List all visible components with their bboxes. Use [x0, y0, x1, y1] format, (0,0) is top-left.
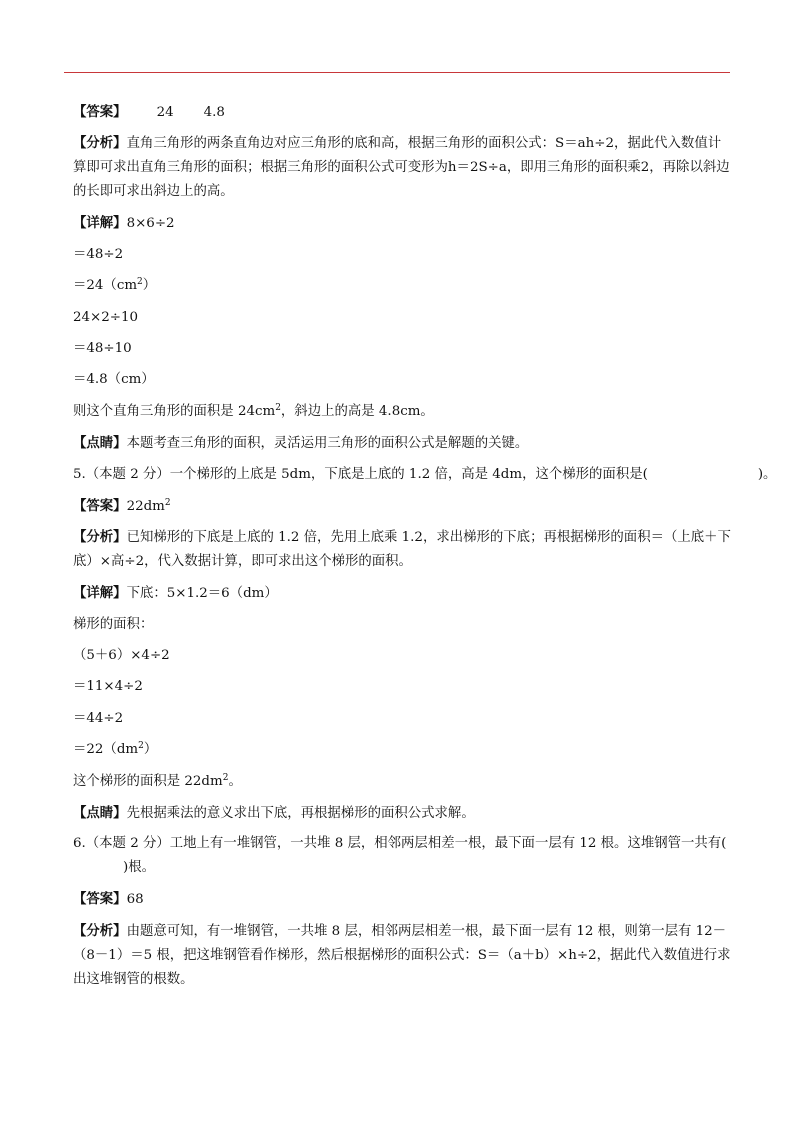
q5-step-2: （5＋6）×4÷2: [73, 648, 170, 664]
q5-answer: 【答案】$22dm^2$: [73, 497, 171, 514]
answer-tag: 【答案】: [73, 104, 127, 120]
analysis-tag: 【分析】: [73, 135, 127, 152]
q4-answer: [73, 100, 733, 131]
q4-conclusion: 则这个直角三角形的面积是 $24cm^2$，斜边上的高是 4.8cm。: [73, 402, 434, 419]
answer-value-1: 24: [156, 105, 174, 120]
q6-answer: 【答案】68: [73, 891, 144, 908]
q4-step-4: ＝48÷10: [73, 340, 132, 356]
q5-step-4: ＝44÷2: [73, 710, 124, 726]
q4-step-2: $=24(cm^2)$: [73, 277, 157, 294]
q5-step-1: 梯形的面积：: [73, 616, 154, 632]
q4-detail: [73, 211, 733, 242]
answer-value-2: 4.8: [203, 105, 225, 120]
q4-step-1: ＝48÷2: [73, 246, 124, 262]
detail-tag: 【详解】: [73, 215, 127, 232]
analysis-text: 直角三角形的两条直角边对应三角形的底和高，根据三角形的面积公式：S＝ah÷2，据此代入数值计算即可求出直角三角形的面积；根据三角形的面积公式可变形为h＝2S÷a，即用三角形的面积乘2，再除以斜边的长即可求出斜边上的高。: [73, 136, 730, 200]
q5-comment: 【点睛】先根据乘法的意义求出下底，再根据梯形的面积公式求解。: [73, 805, 475, 822]
detail-step: 8×6÷2: [126, 216, 175, 232]
q5-detail: 【详解】下底：5×1.2＝6（dm）: [73, 585, 278, 602]
header-rule: [64, 72, 730, 73]
q4-step-3: 24×2÷10: [73, 309, 139, 325]
q4-analysis: [73, 131, 733, 204]
comment-tag: 【点睛】: [73, 435, 127, 452]
q5-conclusion: 这个梯形的面积是 $22dm^2$。: [73, 772, 242, 789]
page-content: [73, 100, 777, 999]
q6-analysis: 【分析】由题意可知，有一堆钢管，一共堆 8 层，相邻两层相差一根，最下面一层有 12 根，则第一层有 12－（8－1）＝5 根，把这堆钢管看作梯形，然后根据梯形的面积公式：S＝（a＋b）×h÷2，据此代入数值进行求出这堆钢管的根数。: [73, 922, 731, 987]
q5-step-3: ＝11×4÷2: [73, 679, 143, 695]
q4-step-5: ＝4.8（cm）: [73, 372, 155, 388]
q6-question: 6.（本题 2 分）工地上有一堆钢管，一共堆 8 层，相邻两层相差一根，最下面一层有 12 根。这堆钢管一共有()根。: [73, 836, 727, 876]
q5-step-5: $=22(dm^2)$: [73, 741, 158, 758]
q5-question: 5.（本题 2 分）一个梯形的上底是 5dm，下底是上底的 1.2 倍，高是 4dm，这个梯形的面积是( )。: [73, 466, 777, 482]
q5-analysis: 【分析】已知梯形的下底是上底的 1.2 倍，先用上底乘 1.2，求出梯形的下底；再根据梯形的面积＝（上底＋下底）×高÷2，代入数据计算，即可求出这个梯形的面积。: [73, 529, 731, 570]
q4-comment: 【点睛】本题考查三角形的面积，灵活运用三角形的面积公式是解题的关键。: [73, 435, 529, 452]
